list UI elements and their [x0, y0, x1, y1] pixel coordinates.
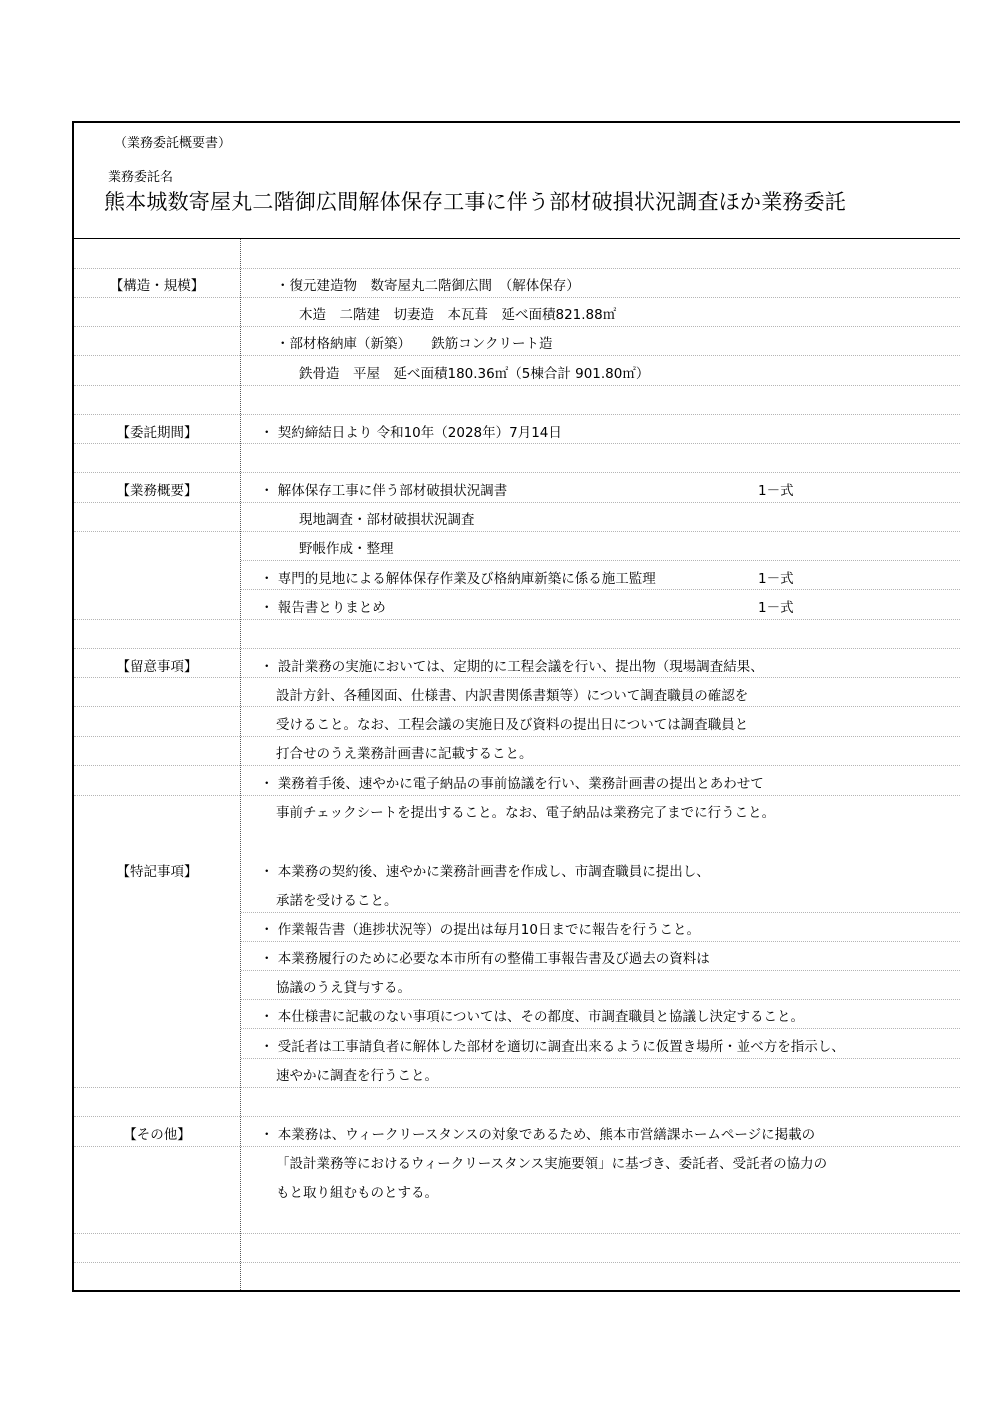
other-line: 「設計業務等におけるウィークリースタンス実施要領」に基づき、委託者、受託者の協力の: [276, 1156, 828, 1172]
row-line: [74, 765, 960, 766]
other-line: ・ 本業務は、ウィークリースタンスの対象であるため、熊本市営繕課ホームページに掲載の: [260, 1127, 816, 1143]
structure-line: ・復元建造物 数寄屋丸二階御広間 （解体保存）: [276, 278, 580, 294]
row-line: [74, 355, 960, 356]
period-line: ・ 契約締結日より 令和10年（2028年）7月14日: [260, 425, 562, 441]
contract-name-label: 業務委託名: [108, 170, 174, 185]
special-line: ・ 本業務の契約後、速やかに業務計画書を作成し、市調査職員に提出し、: [260, 864, 710, 880]
special-line: 協議のうえ貸与する。: [276, 980, 411, 996]
overview-line: ・ 解体保存工事に伴う部材破損状況調書: [260, 483, 508, 499]
row-line: [241, 912, 960, 913]
row-line: [74, 1233, 960, 1234]
row-line: [74, 648, 960, 649]
notes-line: 事前チェックシートを提出すること。なお、電子納品は業務完了までに行うこと。: [276, 805, 776, 821]
notes-line: 設計方針、各種図面、仕様書、内訳書関係書類等）について調査職員の確認を: [276, 688, 749, 704]
row-line: [74, 472, 960, 473]
row-line: [241, 1028, 960, 1029]
row-line: [241, 589, 960, 590]
overview-line: ・ 専門的見地による解体保存作業及び格納庫新築に係る施工監理: [260, 571, 656, 587]
row-line: [241, 560, 960, 561]
row-line: [74, 706, 960, 707]
special-line: 速やかに調査を行うこと。: [276, 1068, 438, 1084]
row-line: [74, 1146, 960, 1147]
row-line: [74, 414, 960, 415]
row-line: [74, 502, 960, 503]
row-line: [74, 268, 960, 269]
section-label-special: 【特記事項】: [116, 864, 198, 880]
row-line: [74, 297, 960, 298]
row-line: [74, 531, 960, 532]
document-type: （業務委託概要書）: [114, 136, 232, 151]
notes-line: ・ 設計業務の実施においては、定期的に工程会議を行い、提出物（現場調査結果、: [260, 659, 764, 675]
overview-quantity: 1－式: [758, 571, 794, 587]
other-line: もと取り組むものとする。: [276, 1185, 438, 1201]
special-line: ・ 本仕様書に記載のない事項については、その都度、市調査職員と協議し決定すること。: [260, 1009, 805, 1025]
section-label-notes: 【留意事項】: [116, 659, 198, 675]
special-line: ・ 作業報告書（進捗状況等）の提出は毎月10日までに報告を行うこと。: [260, 922, 700, 938]
contract-title: 熊本城数寄屋丸二階御広間解体保存工事に伴う部材破損状況調査ほか業務委託: [104, 190, 846, 214]
special-line: 承諾を受けること。: [276, 893, 398, 909]
notes-line: 打合せのうえ業務計画書に記載すること。: [276, 746, 533, 762]
row-line: [74, 1262, 960, 1263]
row-line: [74, 736, 960, 737]
row-line: [241, 1058, 960, 1059]
structure-line: 鉄骨造 平屋 延べ面積180.36㎡（5棟合計 901.80㎡）: [299, 366, 650, 382]
special-line: ・ 本業務履行のために必要な本市所有の整備工事報告書及び過去の資料は: [260, 951, 710, 967]
section-label-period: 【委託期間】: [116, 425, 198, 441]
special-line: ・ 受託者は工事請負者に解体した部材を適切に調査出来るように仮置き場所・並べ方を指示し、: [260, 1039, 845, 1055]
row-line: [241, 999, 960, 1000]
document-frame: [72, 121, 960, 1292]
structure-line: ・部材格納庫（新築） 鉄筋コンクリート造: [276, 336, 553, 352]
row-line: [74, 619, 960, 620]
section-label-overview: 【業務概要】: [116, 483, 198, 499]
row-line: [74, 385, 960, 386]
row-line: [74, 326, 960, 327]
row-line: [74, 677, 960, 678]
row-line: [241, 941, 960, 942]
notes-line: 受けること。なお、工程会議の実施日及び資料の提出日については調査職員と: [276, 717, 749, 733]
overview-quantity: 1－式: [758, 483, 794, 499]
overview-line: ・ 報告書とりまとめ: [260, 600, 386, 616]
row-line: [241, 970, 960, 971]
row-line: [74, 1087, 960, 1088]
overview-line: 現地調査・部材破損状況調査: [299, 512, 475, 528]
structure-line: 木造 二階建 切妻造 本瓦葺 延べ面積821.88㎡: [299, 307, 617, 323]
row-line: [74, 795, 960, 796]
section-label-other: 【その他】: [123, 1127, 191, 1143]
title-divider: [74, 238, 960, 239]
overview-line: 野帳作成・整理: [299, 541, 394, 557]
notes-line: ・ 業務着手後、速やかに電子納品の事前協議を行い、業務計画書の提出とあわせて: [260, 776, 764, 792]
row-line: [74, 1116, 960, 1117]
overview-quantity: 1－式: [758, 600, 794, 616]
section-label-structure: 【構造・規模】: [109, 278, 205, 294]
row-line: [74, 443, 960, 444]
